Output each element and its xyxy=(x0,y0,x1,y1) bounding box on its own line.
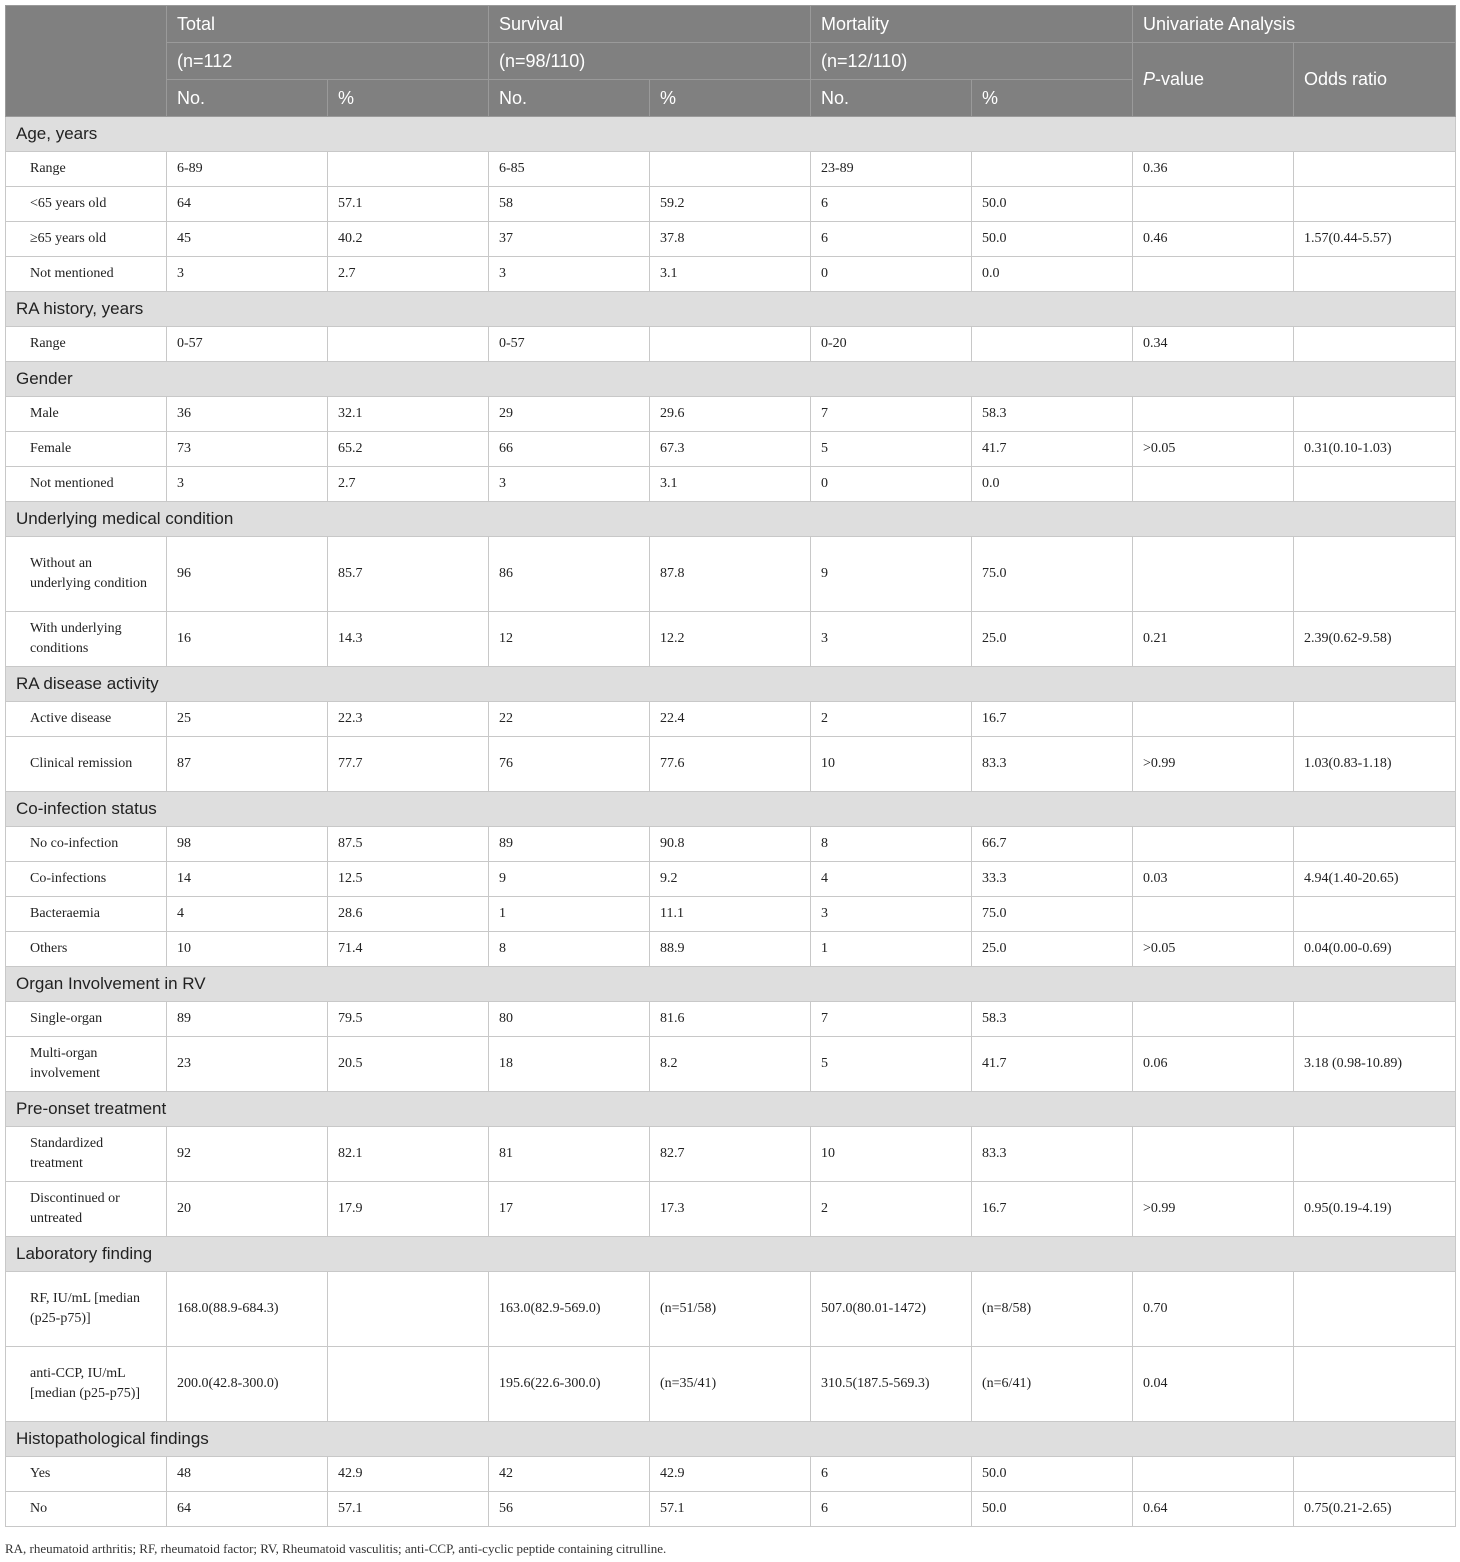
table-cell: 50.0 xyxy=(972,1492,1133,1527)
table-cell: 0-57 xyxy=(167,327,328,362)
table-cell: 57.1 xyxy=(650,1492,811,1527)
table-cell: 17.3 xyxy=(650,1182,811,1237)
row-label: Bacteraemia xyxy=(6,897,167,932)
table-cell: 1 xyxy=(811,932,972,967)
table-cell xyxy=(1294,1457,1456,1492)
section-title: Organ Involvement in RV xyxy=(6,967,1456,1002)
table-cell: 0.36 xyxy=(1133,152,1294,187)
table-cell: 25.0 xyxy=(972,932,1133,967)
table-cell: 16.7 xyxy=(972,702,1133,737)
table-cell: 1 xyxy=(489,897,650,932)
table-row xyxy=(6,1457,1456,1492)
table-row xyxy=(6,1272,1456,1347)
table-cell: 50.0 xyxy=(972,187,1133,222)
table-cell: 9 xyxy=(489,862,650,897)
table-cell: 79.5 xyxy=(328,1002,489,1037)
table-cell: 58.3 xyxy=(972,397,1133,432)
table-cell: 57.1 xyxy=(328,187,489,222)
table-cell: 77.7 xyxy=(328,737,489,792)
row-label: Not mentioned xyxy=(6,257,167,292)
table-cell: 2.7 xyxy=(328,257,489,292)
table-cell: 23-89 xyxy=(811,152,972,187)
header-survival: Survival xyxy=(489,6,811,43)
table-cell xyxy=(1294,1002,1456,1037)
row-label: Female xyxy=(6,432,167,467)
table-cell xyxy=(328,1347,489,1422)
row-label: Clinical remission xyxy=(6,737,167,792)
section-title: Co-infection status xyxy=(6,792,1456,827)
table-cell: 23 xyxy=(167,1037,328,1092)
table-row xyxy=(6,1037,1456,1092)
table-cell: 6 xyxy=(811,187,972,222)
row-label: Multi-organ involvement xyxy=(6,1037,167,1092)
table-cell: 3.1 xyxy=(650,467,811,502)
table-cell: 3.18 (0.98-10.89) xyxy=(1294,1037,1456,1092)
table-cell: >0.05 xyxy=(1133,432,1294,467)
table-cell: 33.3 xyxy=(972,862,1133,897)
section-title: Pre-onset treatment xyxy=(6,1092,1456,1127)
table-cell xyxy=(1133,537,1294,612)
table-cell: 65.2 xyxy=(328,432,489,467)
table-cell: 195.6(22.6-300.0) xyxy=(489,1347,650,1422)
table-cell: 81.6 xyxy=(650,1002,811,1037)
section-header-row xyxy=(6,667,1456,702)
table-cell: 88.9 xyxy=(650,932,811,967)
table-cell xyxy=(1294,1127,1456,1182)
table-cell: 0.46 xyxy=(1133,222,1294,257)
table-cell: 5 xyxy=(811,432,972,467)
row-label: Single-organ xyxy=(6,1002,167,1037)
table-cell xyxy=(1294,827,1456,862)
row-label: No co-infection xyxy=(6,827,167,862)
table-cell: 90.8 xyxy=(650,827,811,862)
section-title: RA history, years xyxy=(6,292,1456,327)
table-cell: 42.9 xyxy=(328,1457,489,1492)
row-label: Range xyxy=(6,152,167,187)
table-row xyxy=(6,612,1456,667)
table-cell: 82.7 xyxy=(650,1127,811,1182)
section-header-row xyxy=(6,1237,1456,1272)
table-cell: 71.4 xyxy=(328,932,489,967)
table-cell xyxy=(972,152,1133,187)
section-header-row xyxy=(6,792,1456,827)
table-row xyxy=(6,1127,1456,1182)
table-cell xyxy=(1294,537,1456,612)
table-cell: 3 xyxy=(167,467,328,502)
section-title: Laboratory finding xyxy=(6,1237,1456,1272)
table-cell xyxy=(1133,467,1294,502)
table-cell xyxy=(1133,897,1294,932)
table-cell: >0.99 xyxy=(1133,1182,1294,1237)
section-header-row xyxy=(6,292,1456,327)
table-cell: 8.2 xyxy=(650,1037,811,1092)
table-row xyxy=(6,327,1456,362)
table-cell: 0.06 xyxy=(1133,1037,1294,1092)
table-cell: 64 xyxy=(167,1492,328,1527)
table-cell: 6 xyxy=(811,1457,972,1492)
table-cell: 41.7 xyxy=(972,432,1133,467)
section-title: Histopathological findings xyxy=(6,1422,1456,1457)
table-cell: 73 xyxy=(167,432,328,467)
table-cell: 58.3 xyxy=(972,1002,1133,1037)
header-mortality-n: (n=12/110) xyxy=(811,43,1133,80)
row-label: Others xyxy=(6,932,167,967)
row-label: Not mentioned xyxy=(6,467,167,502)
table-cell: 85.7 xyxy=(328,537,489,612)
table-cell: 59.2 xyxy=(650,187,811,222)
table-cell xyxy=(1294,187,1456,222)
table-cell: 56 xyxy=(489,1492,650,1527)
table-header xyxy=(6,6,1456,117)
table-cell: 0.21 xyxy=(1133,612,1294,667)
table-cell: 81 xyxy=(489,1127,650,1182)
table-cell: 12.2 xyxy=(650,612,811,667)
table-cell xyxy=(1294,702,1456,737)
table-cell: 40.2 xyxy=(328,222,489,257)
section-header-row xyxy=(6,967,1456,1002)
header-pvalue xyxy=(1133,43,1294,117)
table-cell: 12.5 xyxy=(328,862,489,897)
table-cell: 45 xyxy=(167,222,328,257)
table-cell: 80 xyxy=(489,1002,650,1037)
table-cell: 92 xyxy=(167,1127,328,1182)
table-cell: 3.1 xyxy=(650,257,811,292)
row-label: <65 years old xyxy=(6,187,167,222)
table-cell: 2.7 xyxy=(328,467,489,502)
header-mortality-pct: % xyxy=(972,80,1133,117)
table-row xyxy=(6,702,1456,737)
table-cell: 86 xyxy=(489,537,650,612)
section-title: Gender xyxy=(6,362,1456,397)
table-cell xyxy=(328,1272,489,1347)
table-cell: 6 xyxy=(811,222,972,257)
header-mortality: Mortality xyxy=(811,6,1133,43)
header-total-no: No. xyxy=(167,80,328,117)
table-cell: 58 xyxy=(489,187,650,222)
table-cell: 6 xyxy=(811,1492,972,1527)
table-cell: 42 xyxy=(489,1457,650,1492)
header-pvalue-rest: -value xyxy=(1155,69,1205,89)
table-cell: 66 xyxy=(489,432,650,467)
section-header-row xyxy=(6,502,1456,537)
table-cell xyxy=(1133,1127,1294,1182)
table-row xyxy=(6,1182,1456,1237)
table-cell: 2.39(0.62-9.58) xyxy=(1294,612,1456,667)
table-cell: 36 xyxy=(167,397,328,432)
table-row xyxy=(6,537,1456,612)
section-header-row xyxy=(6,1422,1456,1457)
table-cell: 22 xyxy=(489,702,650,737)
row-label: ≥65 years old xyxy=(6,222,167,257)
table-cell: 168.0(88.9-684.3) xyxy=(167,1272,328,1347)
table-cell: 0.04(0.00-0.69) xyxy=(1294,932,1456,967)
table-cell xyxy=(1133,702,1294,737)
table-cell: 20.5 xyxy=(328,1037,489,1092)
table-cell: 200.0(42.8-300.0) xyxy=(167,1347,328,1422)
table-cell: 16.7 xyxy=(972,1182,1133,1237)
table-cell xyxy=(1133,1457,1294,1492)
table-cell: 8 xyxy=(489,932,650,967)
table-cell: 29.6 xyxy=(650,397,811,432)
table-cell: 98 xyxy=(167,827,328,862)
header-survival-n: (n=98/110) xyxy=(489,43,811,80)
table-cell xyxy=(1294,1347,1456,1422)
table-cell xyxy=(1294,467,1456,502)
table-cell: 87.8 xyxy=(650,537,811,612)
table-cell: 9.2 xyxy=(650,862,811,897)
row-label: Range xyxy=(6,327,167,362)
header-survival-pct: % xyxy=(650,80,811,117)
table-cell: 87.5 xyxy=(328,827,489,862)
table-cell: 3 xyxy=(811,612,972,667)
table-cell: 3 xyxy=(167,257,328,292)
table-cell xyxy=(1133,257,1294,292)
table-cell: (n=6/41) xyxy=(972,1347,1133,1422)
table-cell: 89 xyxy=(167,1002,328,1037)
table-cell: 42.9 xyxy=(650,1457,811,1492)
table-cell: 29 xyxy=(489,397,650,432)
header-total: Total xyxy=(167,6,489,43)
data-table xyxy=(5,5,1456,1527)
table-cell: 0.34 xyxy=(1133,327,1294,362)
row-label: Standardized treatment xyxy=(6,1127,167,1182)
table-cell xyxy=(1133,827,1294,862)
table-cell: 50.0 xyxy=(972,1457,1133,1492)
table-cell: 507.0(80.01-1472) xyxy=(811,1272,972,1347)
table-row xyxy=(6,1492,1456,1527)
table-row xyxy=(6,1002,1456,1037)
row-label: Discontinued or untreated xyxy=(6,1182,167,1237)
table-row xyxy=(6,432,1456,467)
table-row xyxy=(6,897,1456,932)
row-label: RF, IU/mL [median (p25-p75)] xyxy=(6,1272,167,1347)
table-cell: 25 xyxy=(167,702,328,737)
table-cell: 3 xyxy=(489,257,650,292)
table-cell xyxy=(1294,1272,1456,1347)
table-cell: 7 xyxy=(811,397,972,432)
table-row xyxy=(6,862,1456,897)
table-cell: 18 xyxy=(489,1037,650,1092)
table-cell: 1.57(0.44-5.57) xyxy=(1294,222,1456,257)
table-cell: 4 xyxy=(167,897,328,932)
table-cell: 14.3 xyxy=(328,612,489,667)
table-cell xyxy=(328,152,489,187)
table-cell: 0.0 xyxy=(972,467,1133,502)
table-cell: 10 xyxy=(811,737,972,792)
table-cell xyxy=(972,327,1133,362)
header-mortality-no: No. xyxy=(811,80,972,117)
table-cell: 0 xyxy=(811,467,972,502)
table-cell: 16 xyxy=(167,612,328,667)
table-cell: 66.7 xyxy=(972,827,1133,862)
section-header-row xyxy=(6,1092,1456,1127)
table-cell: 2 xyxy=(811,1182,972,1237)
section-header-row xyxy=(6,362,1456,397)
table-cell: 67.3 xyxy=(650,432,811,467)
table-cell: 12 xyxy=(489,612,650,667)
table-row xyxy=(6,257,1456,292)
table-row xyxy=(6,1347,1456,1422)
table-container xyxy=(5,5,1455,1527)
table-cell: 9 xyxy=(811,537,972,612)
table-row xyxy=(6,222,1456,257)
row-label: Without an underlying condition xyxy=(6,537,167,612)
table-cell: 37 xyxy=(489,222,650,257)
table-cell: 32.1 xyxy=(328,397,489,432)
table-cell: 6-89 xyxy=(167,152,328,187)
table-cell: 17 xyxy=(489,1182,650,1237)
section-header-row xyxy=(6,117,1456,152)
table-row xyxy=(6,467,1456,502)
table-cell: 11.1 xyxy=(650,897,811,932)
table-body xyxy=(6,117,1456,1527)
row-label: anti-CCP, IU/mL [median (p25-p75)] xyxy=(6,1347,167,1422)
table-cell xyxy=(1294,327,1456,362)
row-label: Active disease xyxy=(6,702,167,737)
table-row xyxy=(6,827,1456,862)
table-cell: 2 xyxy=(811,702,972,737)
table-cell: 310.5(187.5-569.3) xyxy=(811,1347,972,1422)
header-pvalue-italic: P xyxy=(1143,69,1156,89)
table-cell: 82.1 xyxy=(328,1127,489,1182)
table-cell: 87 xyxy=(167,737,328,792)
table-cell: 6-85 xyxy=(489,152,650,187)
table-cell: 0.0 xyxy=(972,257,1133,292)
table-cell: 96 xyxy=(167,537,328,612)
table-cell xyxy=(1133,397,1294,432)
table-cell: 0-20 xyxy=(811,327,972,362)
table-cell: 89 xyxy=(489,827,650,862)
table-cell: 75.0 xyxy=(972,537,1133,612)
table-cell: 0-57 xyxy=(489,327,650,362)
table-cell: 28.6 xyxy=(328,897,489,932)
table-cell xyxy=(1294,897,1456,932)
table-cell: 22.3 xyxy=(328,702,489,737)
table-cell: 14 xyxy=(167,862,328,897)
table-cell: 8 xyxy=(811,827,972,862)
table-row xyxy=(6,932,1456,967)
section-title: RA disease activity xyxy=(6,667,1456,702)
table-cell: 0.04 xyxy=(1133,1347,1294,1422)
row-label: Male xyxy=(6,397,167,432)
table-cell: (n=35/41) xyxy=(650,1347,811,1422)
table-cell: 25.0 xyxy=(972,612,1133,667)
table-cell: 4 xyxy=(811,862,972,897)
table-cell: 1.03(0.83-1.18) xyxy=(1294,737,1456,792)
header-total-pct: % xyxy=(328,80,489,117)
row-label: No xyxy=(6,1492,167,1527)
table-cell: 0.64 xyxy=(1133,1492,1294,1527)
table-cell: 77.6 xyxy=(650,737,811,792)
table-cell: 64 xyxy=(167,187,328,222)
table-cell: 57.1 xyxy=(328,1492,489,1527)
table-cell: 41.7 xyxy=(972,1037,1133,1092)
table-row xyxy=(6,397,1456,432)
table-cell: 83.3 xyxy=(972,737,1133,792)
section-title: Age, years xyxy=(6,117,1456,152)
table-cell: 4.94(1.40-20.65) xyxy=(1294,862,1456,897)
table-cell: 83.3 xyxy=(972,1127,1133,1182)
table-cell: 50.0 xyxy=(972,222,1133,257)
table-cell xyxy=(1133,1002,1294,1037)
section-title: Underlying medical condition xyxy=(6,502,1456,537)
table-cell: 0 xyxy=(811,257,972,292)
table-cell: 10 xyxy=(811,1127,972,1182)
table-cell: >0.05 xyxy=(1133,932,1294,967)
table-cell xyxy=(1133,187,1294,222)
table-footnote: RA, rheumatoid arthritis; RF, rheumatoid factor; RV, Rheumatoid vasculitis; anti-CCP, anti-cyclic peptide containing citrulline. xyxy=(5,1541,667,1556)
table-cell: 0.75(0.21-2.65) xyxy=(1294,1492,1456,1527)
table-cell: 0.03 xyxy=(1133,862,1294,897)
table-cell: 22.4 xyxy=(650,702,811,737)
table-cell: 75.0 xyxy=(972,897,1133,932)
table-row xyxy=(6,187,1456,222)
row-label: Co-infections xyxy=(6,862,167,897)
row-label: With underlying conditions xyxy=(6,612,167,667)
table-cell: >0.99 xyxy=(1133,737,1294,792)
table-cell: 10 xyxy=(167,932,328,967)
table-cell: 37.8 xyxy=(650,222,811,257)
table-cell xyxy=(650,327,811,362)
table-cell: 17.9 xyxy=(328,1182,489,1237)
table-cell: 48 xyxy=(167,1457,328,1492)
table-row xyxy=(6,737,1456,792)
table-cell: 3 xyxy=(811,897,972,932)
table-cell: 7 xyxy=(811,1002,972,1037)
header-odds-ratio: Odds ratio xyxy=(1294,43,1456,117)
table-cell: 20 xyxy=(167,1182,328,1237)
table-cell xyxy=(1294,152,1456,187)
table-cell: 163.0(82.9-569.0) xyxy=(489,1272,650,1347)
header-univariate: Univariate Analysis xyxy=(1133,6,1456,43)
table-cell: 0.31(0.10-1.03) xyxy=(1294,432,1456,467)
header-empty-cell xyxy=(6,6,167,117)
table-cell: 5 xyxy=(811,1037,972,1092)
table-cell: 0.95(0.19-4.19) xyxy=(1294,1182,1456,1237)
table-cell: 3 xyxy=(489,467,650,502)
row-label: Yes xyxy=(6,1457,167,1492)
table-cell xyxy=(328,327,489,362)
header-survival-no: No. xyxy=(489,80,650,117)
table-cell: (n=51/58) xyxy=(650,1272,811,1347)
table-row xyxy=(6,152,1456,187)
table-cell xyxy=(650,152,811,187)
table-cell: 0.70 xyxy=(1133,1272,1294,1347)
table-cell: (n=8/58) xyxy=(972,1272,1133,1347)
table-cell xyxy=(1294,397,1456,432)
table-cell xyxy=(1294,257,1456,292)
table-cell: 76 xyxy=(489,737,650,792)
header-total-n: (n=112 xyxy=(167,43,489,80)
